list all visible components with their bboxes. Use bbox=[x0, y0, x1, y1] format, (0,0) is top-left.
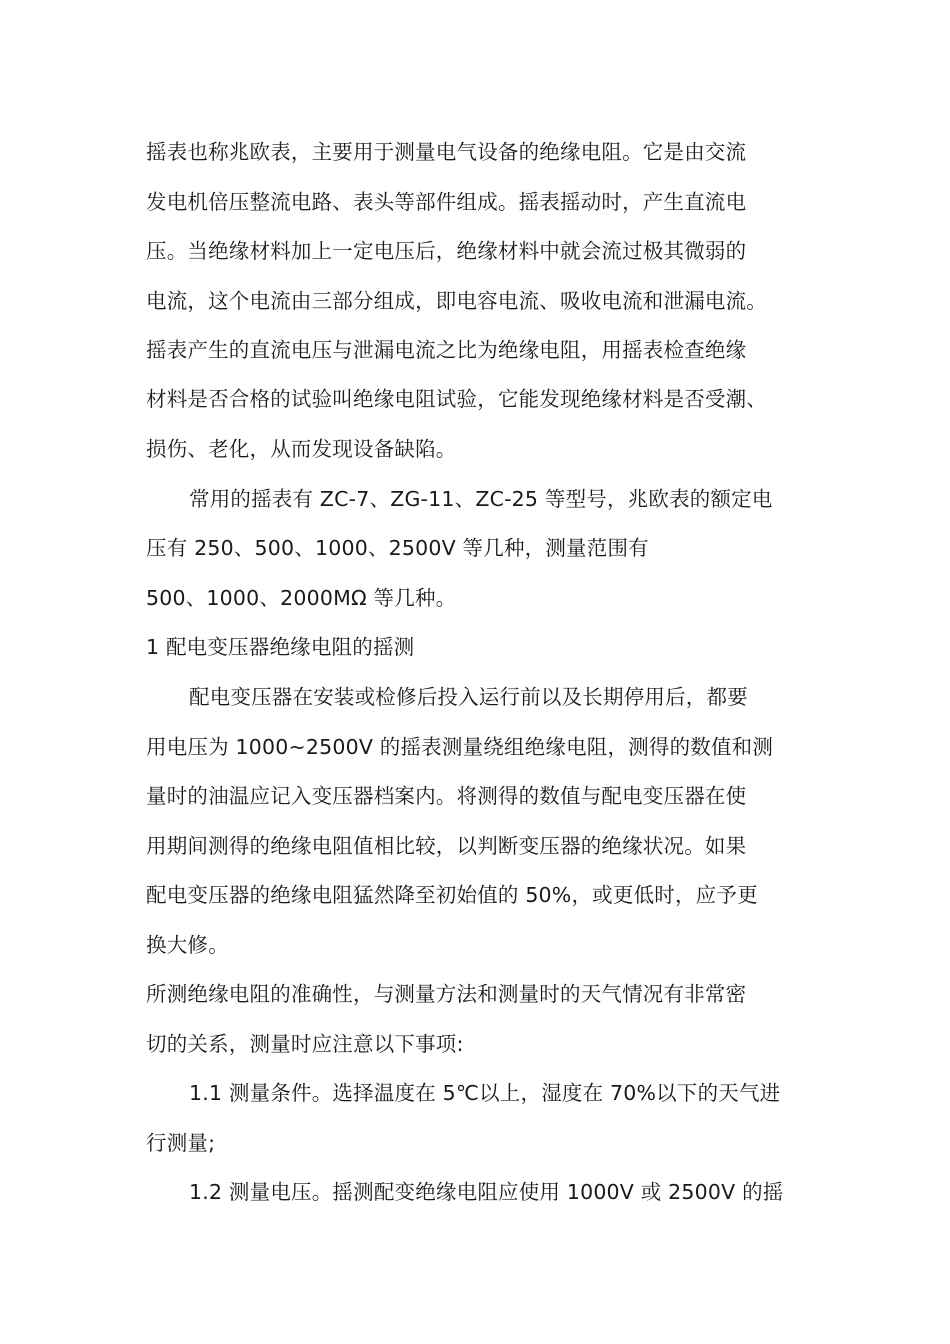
paragraph-line: 用电压为 1000~2500V 的摇表测量绕组绝缘电阻，测得的数值和测 bbox=[146, 735, 774, 759]
paragraph-line: 配电变压器在安装或检修后投入运行前以及长期停用后，都要 bbox=[189, 685, 748, 709]
list-item-line: 行测量; bbox=[146, 1131, 216, 1155]
paragraph-line: 500、1000、2000MΩ 等几种。 bbox=[146, 586, 457, 610]
paragraph-line: 摇表也称兆欧表，主要用于测量电气设备的绝缘电阻。它是由交流 bbox=[146, 140, 747, 164]
paragraph-line: 损伤、老化，从而发现设备缺陷。 bbox=[146, 437, 457, 461]
paragraph-line: 配电变压器的绝缘电阻猛然降至初始值的 50%，或更低时，应予更 bbox=[146, 883, 758, 907]
paragraph-line: 电流，这个电流由三部分组成，即电容电流、吸收电流和泄漏电流。 bbox=[146, 289, 767, 313]
paragraph-line: 常用的摇表有 ZC-7、ZG-11、ZC-25 等型号，兆欧表的额定电 bbox=[189, 487, 773, 511]
paragraph-line: 压。当绝缘材料加上一定电压后，绝缘材料中就会流过极其微弱的 bbox=[146, 239, 747, 263]
paragraph-line: 量时的油温应记入变压器档案内。将测得的数值与配电变压器在使 bbox=[146, 784, 747, 808]
paragraph-line: 切的关系，测量时应注意以下事项: bbox=[146, 1032, 464, 1056]
list-item-line: 1.1 测量条件。选择温度在 5℃以上，湿度在 70%以下的天气进 bbox=[189, 1081, 781, 1105]
paragraph-line: 换大修。 bbox=[146, 933, 229, 957]
paragraph-line: 摇表产生的直流电压与泄漏电流之比为绝缘电阻，用摇表检查绝缘 bbox=[146, 338, 747, 362]
paragraph-line: 发电机倍压整流电路、表头等部件组成。摇表摇动时，产生直流电 bbox=[146, 190, 747, 214]
section-heading: 1 配电变压器绝缘电阻的摇测 bbox=[146, 635, 415, 659]
paragraph-line: 压有 250、500、1000、2500V 等几种，测量范围有 bbox=[146, 536, 649, 560]
paragraph-line: 所测绝缘电阻的准确性，与测量方法和测量时的天气情况有非常密 bbox=[146, 982, 747, 1006]
paragraph-line: 材料是否合格的试验叫绝缘电阻试验，它能发现绝缘材料是否受潮、 bbox=[146, 387, 767, 411]
paragraph-line: 用期间测得的绝缘电阻值相比较，以判断变压器的绝缘状况。如果 bbox=[146, 834, 747, 858]
list-item-line: 1.2 测量电压。摇测配变绝缘电阻应使用 1000V 或 2500V 的摇 bbox=[189, 1180, 784, 1204]
